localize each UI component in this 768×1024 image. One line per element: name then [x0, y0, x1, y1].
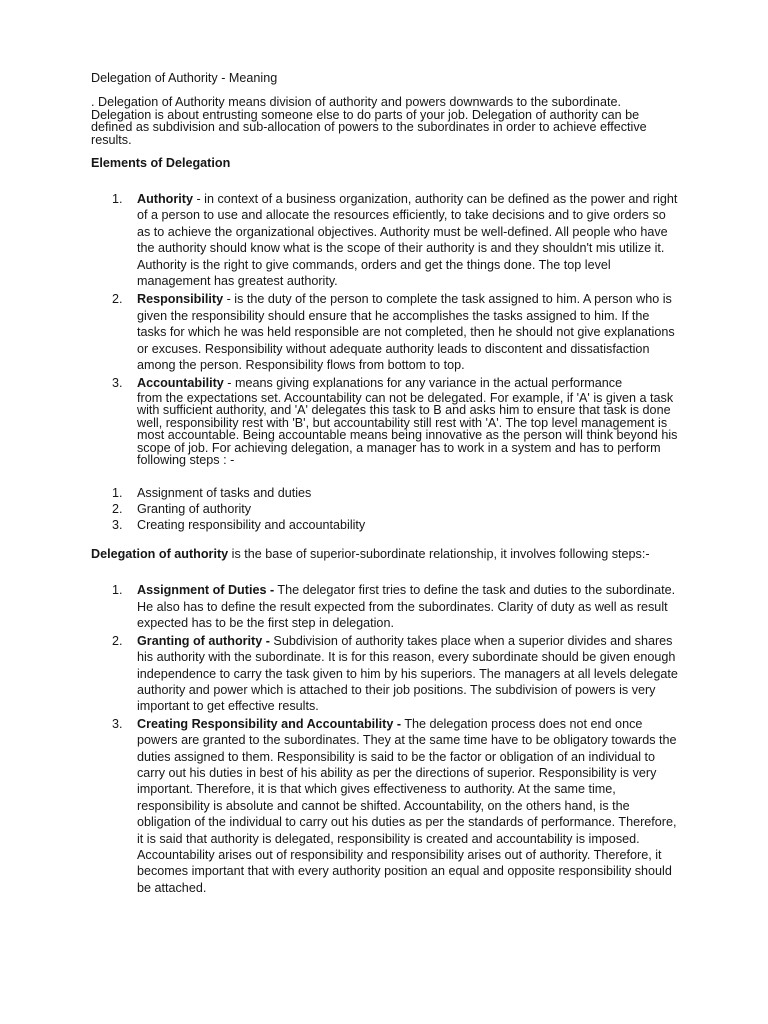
- elements-list: [91, 191, 679, 467]
- term-granting: Granting of authority -: [137, 633, 270, 648]
- list-item-responsibility: [91, 291, 679, 373]
- step-item: [91, 501, 679, 517]
- term-authority: Authority: [137, 192, 193, 206]
- term-accountability: Accountability: [137, 376, 224, 391]
- elements-heading: Elements of Delegation: [91, 156, 231, 170]
- step-text: Creating responsibility and accountability: [137, 518, 366, 533]
- steps-list: [91, 485, 679, 534]
- authority-text: - in context of a business organization, authority can be defined as the power and right of a person to use and allocate the resources efficiently, to take decisions and to give orders so as to achieve the organizational objectives. Authority must be well-defined. All people who have the authority should know what is the scope of their authority is and they shouldn't mis utilize it. Authority is the right to give commands, orders and get the things done. The top level management has greatest authority.: [137, 192, 678, 289]
- list-item-accountability: [91, 375, 679, 466]
- base-paragraph: [91, 547, 679, 561]
- base-term: Delegation of authority: [91, 547, 229, 562]
- intro-paragraph: . Delegation of Authority means division of authority and powers downwards to the subordinate. Delegation is about entrusting someone else to do parts of your job. Delegation of authority can be defined as subdivision and sub-allocation of powers to the subordinates in order to achieve effective results.: [91, 95, 647, 147]
- responsibility-text: - is the duty of the person to complete the task assigned to him. A person who is given the responsibility should ensure that he accomplishes the tasks assigned to him. If the tasks for which he was held responsible are not completed, then he should not give explanations or excuses. Responsibility without adequate authority leads to discontent and dissatisfaction among the person. Responsibility flows from bottom to top.: [137, 292, 675, 373]
- step-text: Granting of authority: [137, 502, 252, 517]
- process-item-granting: [91, 633, 679, 715]
- list-number: 2.: [112, 292, 123, 307]
- list-number: 1.: [112, 583, 123, 598]
- creating-text: The delegation process does not end once powers are granted to the subordinates. They at the same time have to be obligatory towards the duties assigned to them. Responsibility is said to be the factor or obligation of an individual to carry out his duties in best of his ability as per the directions of superior. Responsibility is very important. Therefore, it is that which gives effectiveness to authority. At the same time, responsibility is absolute and cannot be shifted. Accountability, on the others hand, is the obligation of the individual to carry out his duties as per the standards of performance. Therefore, it is said that authority is delegated, responsibility is created and accountability is imposed. Accountability arises out of responsibility and responsibility arises out of authority. Therefore, it becomes important that with every authority position an equal and opposite responsibility should be attached.: [137, 716, 677, 895]
- base-text: is the base of superior-subordinate relationship, it involves following steps:-: [228, 547, 650, 562]
- process-item-assignment: [91, 582, 679, 631]
- process-list: [91, 582, 679, 896]
- list-number: 1.: [112, 192, 123, 206]
- accountability-text-a: - means giving explanations for any variance in the actual performance: [223, 376, 623, 391]
- term-creating: Creating Responsibility and Accountability -: [137, 716, 402, 731]
- term-assignment: Assignment of Duties -: [137, 583, 275, 598]
- step-item: [91, 517, 679, 533]
- list-number: 3.: [112, 716, 123, 731]
- document-page: [91, 71, 679, 896]
- term-responsibility: Responsibility: [137, 292, 224, 307]
- list-number: 3.: [112, 376, 123, 391]
- assignment-text: The delegator first tries to define the task and duties to the subordinate. He also has to define the result expected from the subordinates. Clarity of duty as well as result expected has to be the first step in delegation.: [137, 583, 676, 631]
- doc-title: Delegation of Authority - Meaning: [91, 71, 278, 85]
- list-item-authority: [91, 191, 679, 289]
- list-number: 2.: [112, 633, 123, 648]
- list-number: 3.: [112, 518, 123, 533]
- step-text: Assignment of tasks and duties: [137, 485, 312, 500]
- list-number: 2.: [112, 502, 123, 517]
- list-number: 1.: [112, 485, 123, 500]
- process-item-creating: [91, 716, 679, 896]
- accountability-text-b: from the expectations set. Accountability can not be delegated. For example, if 'A' is given a task with sufficient authority, and 'A' delegates this task to B and asks him to ensure that task is done well, responsibility rest with 'B', but accountability still rest with 'A'. The top level management is most accountable. Being accountable means being innovative as the person will think beyond his scope of job. For achieving delegation, a manager has to work in a system and has to perform following steps : -: [137, 390, 678, 468]
- granting-text: Subdivision of authority takes place when a superior divides and shares his authority with the subordinate. It is for this reason, every subordinate should be given enough independence to carry the task given to him by his superiors. The managers at all levels delegate authority and power which is attached to their job positions. The subdivision of powers is very important to get effective results.: [137, 633, 678, 714]
- step-item: [91, 485, 679, 501]
